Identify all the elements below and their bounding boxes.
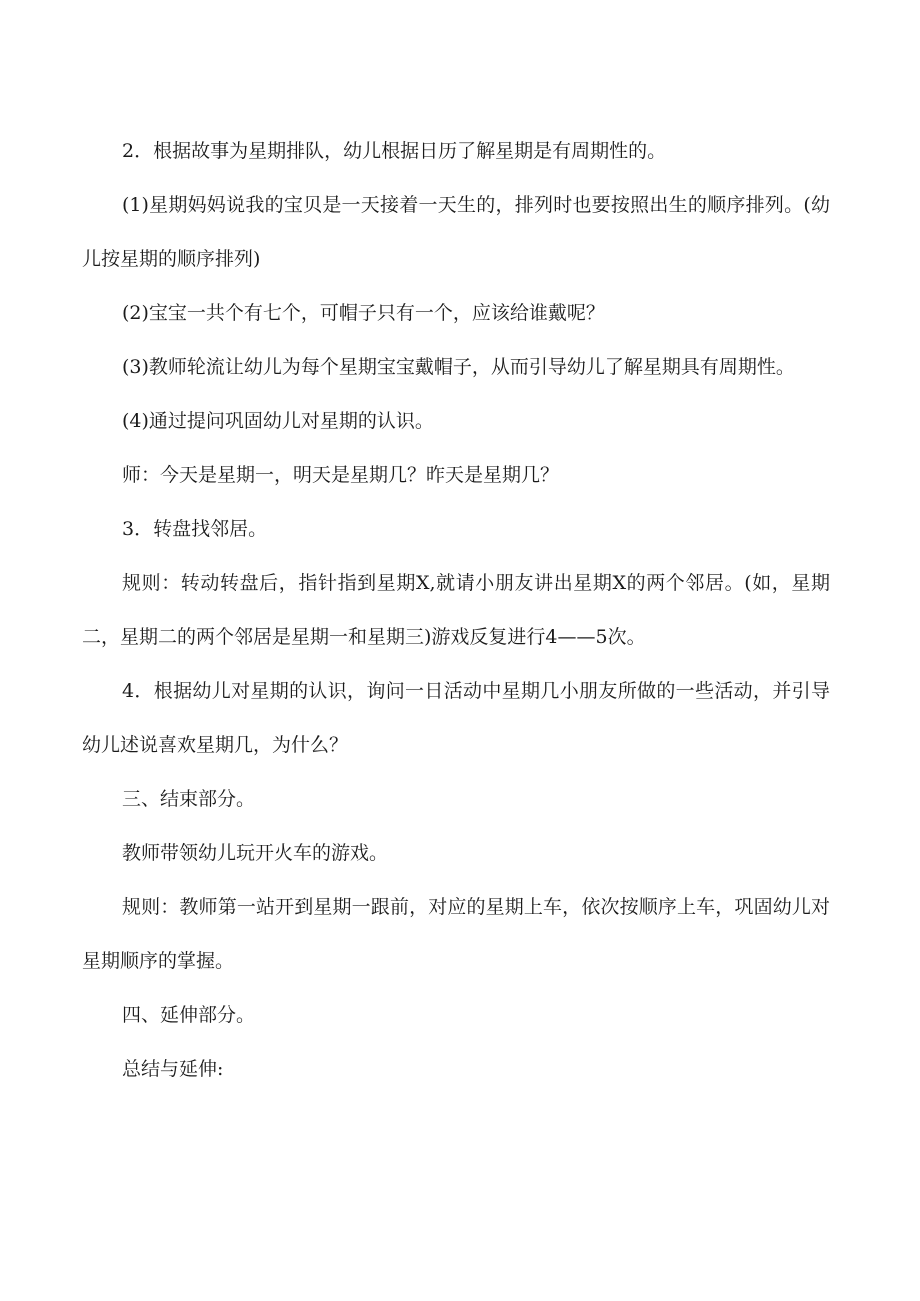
heading-ending-part: 三、结束部分。: [122, 788, 256, 810]
paragraph-item-3: (3)教师轮流让幼儿为每个星期宝宝戴帽子，从而引导幼儿了解星期具有周期性。: [122, 356, 795, 378]
paragraph-section-4: 4．根据幼儿对星期的认识，询问一日活动中星期几小朋友所做的一些活动，并引导幼儿述说喜欢星期几，为什么？: [82, 680, 830, 756]
paragraph-rule-train: 规则：教师第一站开到星期一跟前，对应的星期上车，依次按顺序上车，巩固幼儿对星期顺序的掌握。: [82, 896, 830, 972]
paragraph-summary: 总结与延伸:: [122, 1058, 224, 1080]
paragraph-item-1: (1)星期妈妈说我的宝贝是一天接着一天生的，排列时也要按照出生的顺序排列。(幼儿按星期的顺序排列): [82, 194, 830, 270]
paragraph-rule-turntable: 规则：转动转盘后，指针指到星期X,就请小朋友讲出星期X的两个邻居。(如，星期二，星期二的两个邻居是星期一和星期三)游戏反复进行4——5次。: [82, 572, 830, 648]
paragraph-teacher-question: 师：今天是星期一，明天是星期几？昨天是星期几？: [122, 464, 560, 486]
paragraph-item-2: (2)宝宝一共个有七个，可帽子只有一个，应该给谁戴呢？: [122, 302, 605, 324]
paragraph-section-3: 3．转盘找邻居。: [122, 518, 268, 540]
document-body: [82, 124, 830, 1096]
paragraph-train-game: 教师带领幼儿玩开火车的游戏。: [122, 842, 389, 864]
heading-extension-part: 四、延伸部分。: [122, 1004, 256, 1026]
paragraph-section-2: 2．根据故事为星期排队，幼儿根据日历了解星期是有周期性的。: [122, 140, 667, 162]
paragraph-item-4: (4)通过提问巩固幼儿对星期的认识。: [122, 410, 434, 432]
